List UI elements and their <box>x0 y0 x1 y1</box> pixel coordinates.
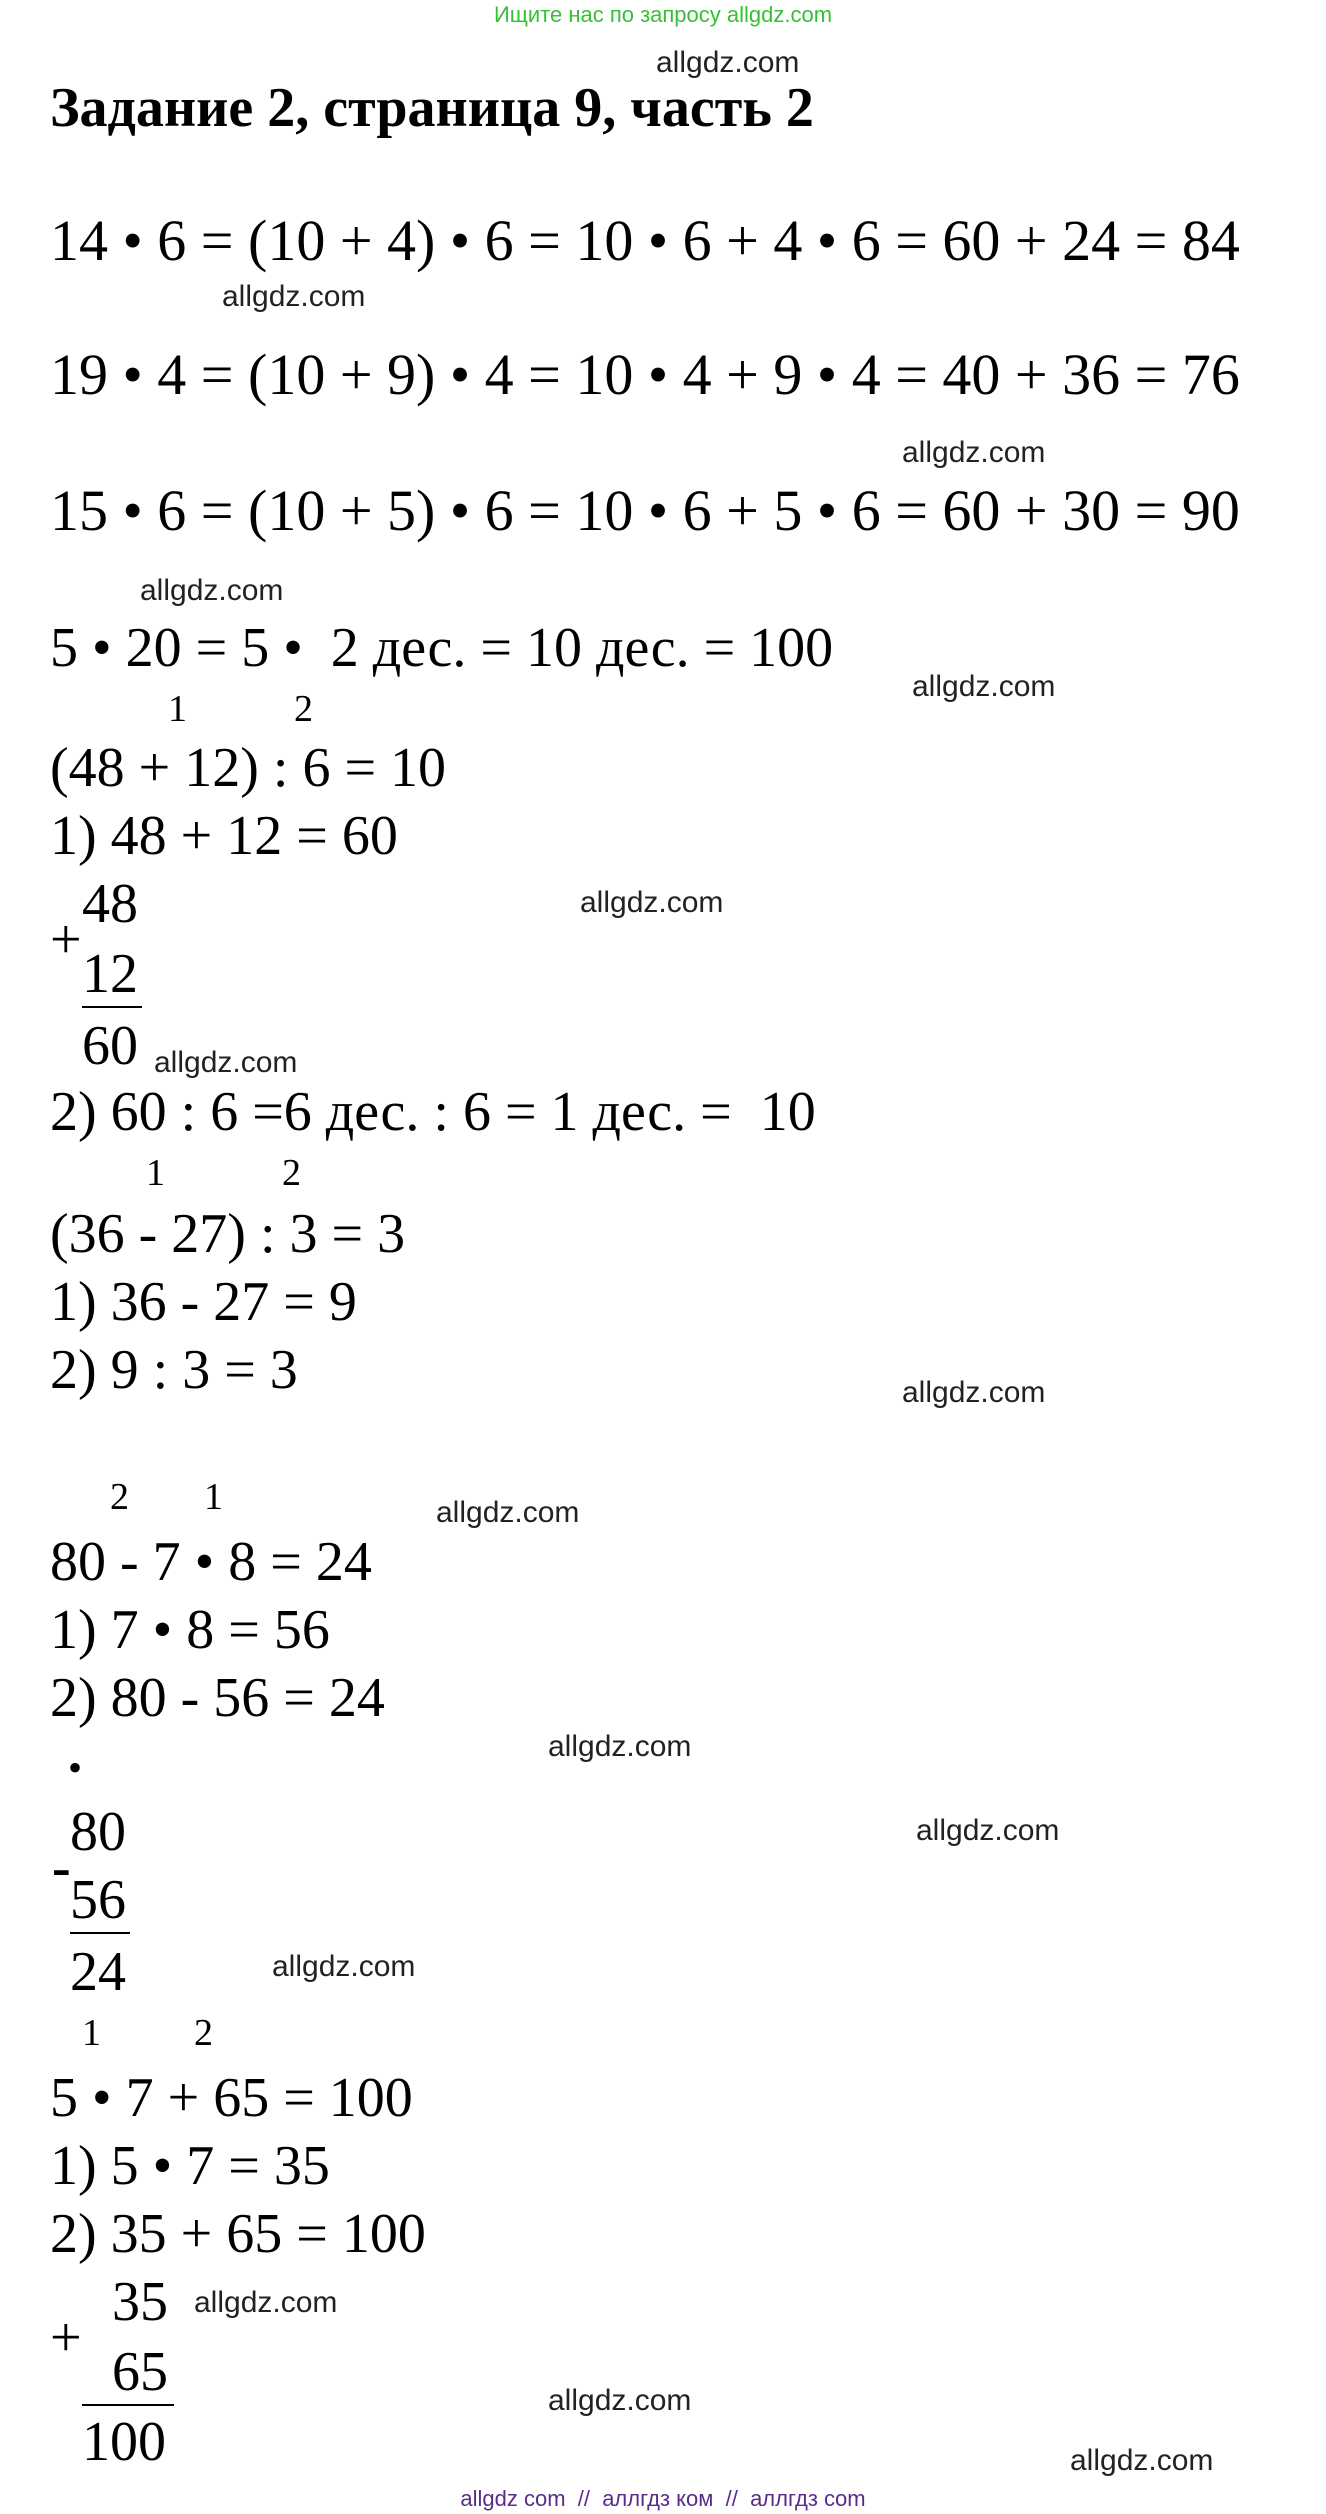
task-c-step-2: 2) 80 - 56 = 24 <box>50 1667 385 1729</box>
watermark: allgdz.com <box>436 1496 580 1529</box>
bottom-site-links[interactable]: allgdz com // аллгдз ком // аллгдз com <box>460 2486 866 2511</box>
watermark: allgdz.com <box>222 280 366 313</box>
column-underline <box>70 1932 130 1934</box>
column-underline <box>82 2404 174 2406</box>
task-d-expression: 5 • 7 + 65 = 100 <box>50 2067 413 2129</box>
task-c-step-1: 1) 7 • 8 = 56 <box>50 1599 330 1661</box>
order-number: 2 <box>282 1152 301 1194</box>
column-sign: + <box>50 909 82 971</box>
equation-2: 19 • 4 = (10 + 9) • 4 = 10 • 4 + 9 • 4 = 40 + 36 = 76 <box>50 342 1240 407</box>
task-b-expression: (36 - 27) : 3 = 3 <box>50 1203 406 1265</box>
task-a-expression: (48 + 12) : 6 = 10 <box>50 737 447 799</box>
watermark: allgdz.com <box>902 436 1046 469</box>
watermark: allgdz.com <box>916 1814 1060 1847</box>
column-middle: 12 <box>82 943 138 1005</box>
order-number: 1 <box>168 688 187 730</box>
column-result: 100 <box>82 2411 166 2473</box>
equation-4: 5 • 20 = 5 • 2 дес. = 10 дес. = 100 <box>50 617 834 679</box>
watermark: allgdz.com <box>580 886 724 919</box>
watermark: allgdz.com <box>154 1046 298 1079</box>
equation-3: 15 • 6 = (10 + 5) • 6 = 10 • 6 + 5 • 6 = 60 + 30 = 90 <box>50 478 1240 543</box>
column-top: 80 <box>70 1801 126 1863</box>
task-c-expression: 80 - 7 • 8 = 24 <box>50 1531 372 1593</box>
watermark: allgdz.com <box>548 1730 692 1763</box>
column-middle: 65 <box>112 2341 168 2403</box>
page-title: Задание 2, страница 9, часть 2 <box>50 77 814 139</box>
watermark: allgdz.com <box>272 1950 416 1983</box>
order-number: 2 <box>294 688 313 730</box>
task-d-step-2: 2) 35 + 65 = 100 <box>50 2203 426 2265</box>
equation-1: 14 • 6 = (10 + 4) • 6 = 10 • 6 + 4 • 6 = 60 + 24 = 84 <box>50 208 1240 273</box>
watermark: allgdz.com <box>912 670 1056 703</box>
order-number: 1 <box>146 1152 165 1194</box>
watermark: allgdz.com <box>140 574 284 607</box>
column-top: 48 <box>82 873 138 935</box>
column-result: 60 <box>82 1015 138 1077</box>
watermark: allgdz.com <box>656 46 800 79</box>
task-b-step-1: 1) 36 - 27 = 9 <box>50 1271 357 1333</box>
order-number: 1 <box>204 1476 223 1518</box>
column-result: 24 <box>70 1941 126 2003</box>
watermark: allgdz.com <box>1070 2444 1214 2477</box>
order-number: 2 <box>194 2012 213 2054</box>
column-sign: + <box>50 2307 82 2369</box>
task-a-step-2: 2) 60 : 6 =6 дес. : 6 = 1 дес. = 10 <box>50 1081 816 1143</box>
task-d-step-1: 1) 5 • 7 = 35 <box>50 2135 330 2197</box>
column-top: 35 <box>112 2271 168 2333</box>
watermark: allgdz.com <box>902 1376 1046 1409</box>
column-sign: - <box>52 1837 71 1899</box>
watermark: allgdz.com <box>194 2286 338 2319</box>
task-b-step-2: 2) 9 : 3 = 3 <box>50 1339 298 1401</box>
order-number: 2 <box>110 1476 129 1518</box>
watermark: allgdz.com <box>548 2384 692 2417</box>
task-a-step-1: 1) 48 + 12 = 60 <box>50 805 398 867</box>
top-search-note[interactable]: Ищите нас по запросу allgdz.com <box>493 2 833 27</box>
order-number: 1 <box>82 2012 101 2054</box>
column-underline <box>82 1006 142 1008</box>
column-dot: • <box>68 1745 83 1790</box>
column-middle: 56 <box>70 1869 126 1931</box>
